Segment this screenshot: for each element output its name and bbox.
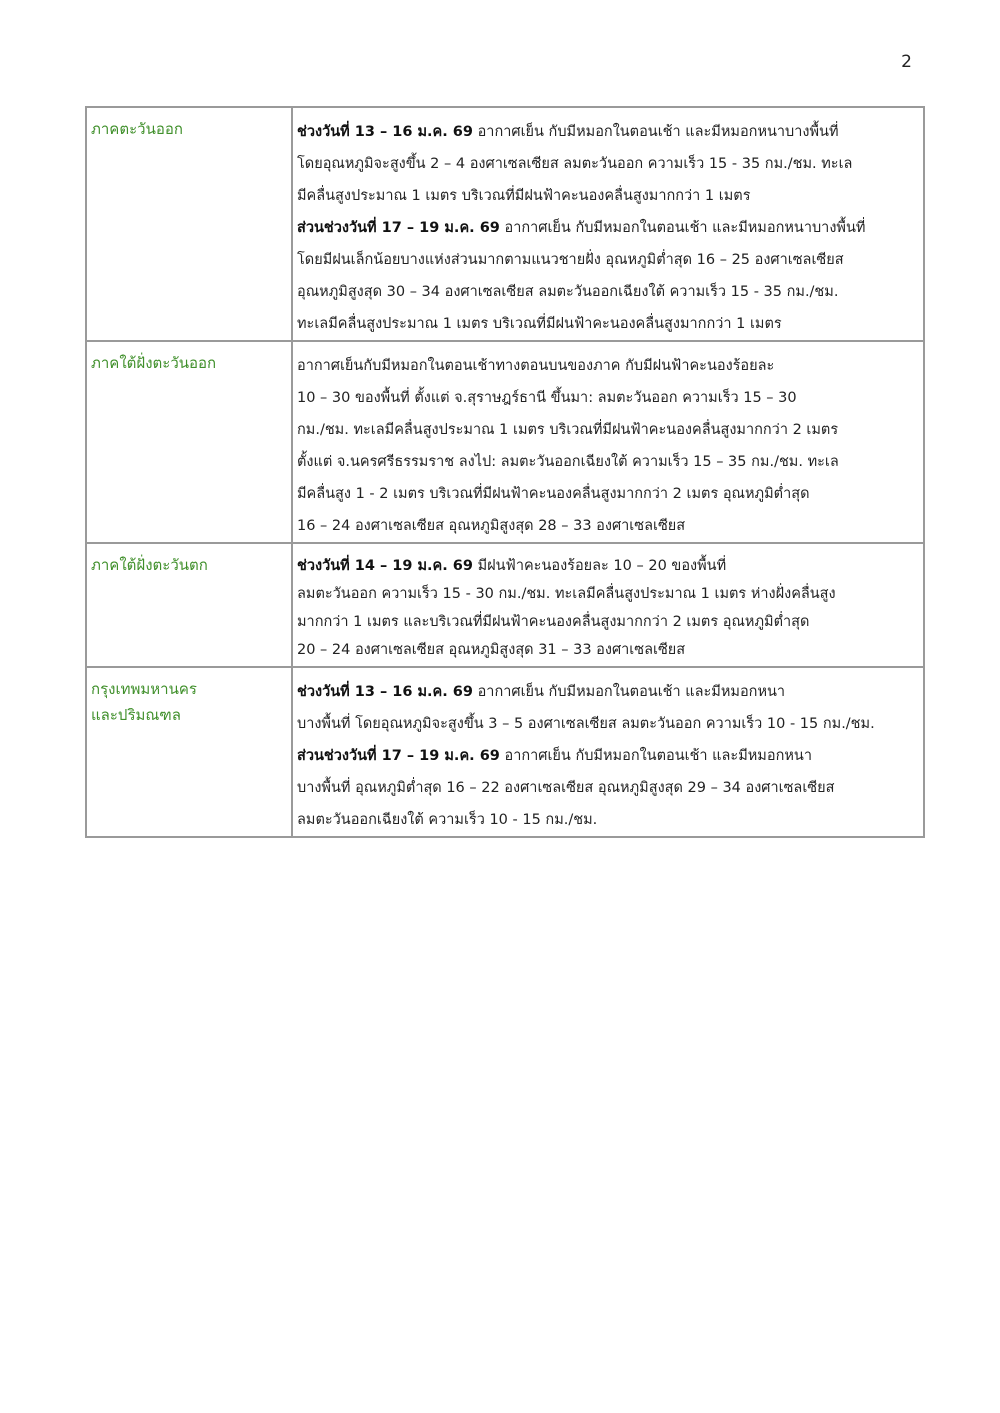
region-name: ภาคตะวันออก: [91, 120, 183, 138]
forecast-line: [297, 276, 919, 308]
region-cell: [86, 543, 292, 667]
region-name: กรุงเทพมหานคร และปริมณฑล: [91, 680, 197, 724]
region-cell: [86, 107, 292, 341]
table-row: [86, 341, 924, 543]
forecast-period: ส่วนช่วงวันที่ 17 – 19 ม.ค. 69: [297, 220, 500, 236]
region-cell: [86, 667, 292, 837]
forecast-line: [297, 708, 919, 740]
forecast-text: มีฝนฟ้าคะนองร้อยละ 10 – 20 ของพื้นที่: [472, 558, 727, 574]
forecast-text: อากาศเย็น กับมีหมอกในตอนเช้า และมีหมอกหนา: [499, 748, 812, 764]
forecast-line: [297, 414, 919, 446]
forecast-cell: [292, 341, 924, 543]
forecast-text: อากาศเย็นกับมีหมอกในตอนเช้าทางตอนบนของภาค กับมีฝนฟ้าคะนองร้อยละ: [297, 358, 775, 374]
page-number: 2: [901, 52, 912, 72]
forecast-text: บางพื้นที่ อุณหภูมิต่ำสุด 16 – 22 องศาเซลเซียส อุณหภูมิสูงสุด 29 – 34 องศาเซลเซียส: [297, 780, 835, 796]
forecast-text: อากาศเย็น กับมีหมอกในตอนเช้า และมีหมอกหนาบางพื้นที่: [472, 124, 839, 140]
forecast-text: มีคลื่นสูง 1 - 2 เมตร บริเวณที่มีฝนฟ้าคะนองคลื่นสูงมากกว่า 2 เมตร อุณหภูมิต่ำสุด: [297, 486, 810, 502]
forecast-line: [297, 350, 919, 382]
forecast-line: [297, 212, 919, 244]
table-row: [86, 107, 924, 341]
region-name: ภาคใต้ฝั่งตะวันออก: [91, 354, 217, 372]
forecast-text: ทะเลมีคลื่นสูงประมาณ 1 เมตร บริเวณที่มีฝนฟ้าคะนองคลื่นสูงมากกว่า 1 เมตร: [297, 316, 782, 332]
forecast-period: ช่วงวันที่ 14 – 19 ม.ค. 69: [297, 558, 473, 574]
forecast-text: ลมตะวันออกเฉียงใต้ ความเร็ว 10 - 15 กม./ชม.: [297, 812, 598, 828]
forecast-cell: [292, 667, 924, 837]
forecast-period: ช่วงวันที่ 13 – 16 ม.ค. 69: [297, 124, 473, 140]
forecast-period: ช่วงวันที่ 13 – 16 ม.ค. 69: [297, 684, 473, 700]
forecast-cell: [292, 543, 924, 667]
forecast-line: [297, 148, 919, 180]
forecast-text: 20 – 24 องศาเซลเซียส อุณหภูมิสูงสุด 31 – 33 องศาเซลเซียส: [297, 642, 686, 658]
forecast-line: [297, 180, 919, 212]
forecast-text: มีคลื่นสูงประมาณ 1 เมตร บริเวณที่มีฝนฟ้าคะนองคลื่นสูงมากกว่า 1 เมตร: [297, 188, 751, 204]
region-cell: [86, 341, 292, 543]
table-row: [86, 543, 924, 667]
forecast-line: [297, 608, 919, 636]
forecast-line: [297, 580, 919, 608]
forecast-line: [297, 308, 919, 340]
forecast-line: [297, 478, 919, 510]
forecast-line: [297, 676, 919, 708]
forecast-text: อุณหภูมิสูงสุด 30 – 34 องศาเซลเซียส ลมตะวันออกเฉียงใต้ ความเร็ว 15 - 35 กม./ชม.: [297, 284, 839, 300]
forecast-text: โดยอุณหภูมิจะสูงขึ้น 2 – 4 องศาเซลเซียส ลมตะวันออก ความเร็ว 15 - 35 กม./ชม. ทะเล: [297, 156, 853, 172]
forecast-line: [297, 740, 919, 772]
forecast-line: [297, 552, 919, 580]
forecast-line: [297, 244, 919, 276]
forecast-text: อากาศเย็น กับมีหมอกในตอนเช้า และมีหมอกหนาบางพื้นที่: [499, 220, 866, 236]
forecast-line: [297, 510, 919, 542]
forecast-text: บางพื้นที่ โดยอุณหภูมิจะสูงขึ้น 3 – 5 องศาเซลเซียส ลมตะวันออก ความเร็ว 10 - 15 กม./ชม.: [297, 716, 875, 732]
forecast-line: [297, 382, 919, 414]
forecast-period: ส่วนช่วงวันที่ 17 – 19 ม.ค. 69: [297, 748, 500, 764]
region-name: ภาคใต้ฝั่งตะวันตก: [91, 556, 208, 574]
forecast-line: [297, 804, 919, 836]
forecast-text: 10 – 30 ของพื้นที่ ตั้งแต่ จ.สุราษฎร์ธานี ขึ้นมา: ลมตะวันออก ความเร็ว 15 – 30: [297, 390, 797, 406]
forecast-line: [297, 636, 919, 664]
forecast-text: อากาศเย็น กับมีหมอกในตอนเช้า และมีหมอกหนา: [472, 684, 786, 700]
forecast-text: โดยมีฝนเล็กน้อยบางแห่งส่วนมากตามแนวชายฝั่ง อุณหภูมิต่ำสุด 16 – 25 องศาเซลเซียส: [297, 252, 844, 268]
forecast-text: มากกว่า 1 เมตร และบริเวณที่มีฝนฟ้าคะนองคลื่นสูงมากกว่า 2 เมตร อุณหภูมิต่ำสุด: [297, 614, 810, 630]
forecast-line: [297, 116, 919, 148]
forecast-text: ตั้งแต่ จ.นครศรีธรรมราช ลงไป: ลมตะวันออกเฉียงใต้ ความเร็ว 15 – 35 กม./ชม. ทะเล: [297, 454, 839, 470]
forecast-table: [85, 106, 925, 838]
forecast-line: [297, 772, 919, 804]
table-row: [86, 667, 924, 837]
forecast-line: [297, 446, 919, 478]
forecast-text: 16 – 24 องศาเซลเซียส อุณหภูมิสูงสุด 28 – 33 องศาเซลเซียส: [297, 518, 686, 534]
forecast-cell: [292, 107, 924, 341]
forecast-text: กม./ชม. ทะเลมีคลื่นสูงประมาณ 1 เมตร บริเวณที่มีฝนฟ้าคะนองคลื่นสูงมากกว่า 2 เมตร: [297, 422, 839, 438]
forecast-text: ลมตะวันออก ความเร็ว 15 - 30 กม./ชม. ทะเลมีคลื่นสูงประมาณ 1 เมตร ห่างฝั่งคลื่นสูง: [297, 586, 836, 602]
